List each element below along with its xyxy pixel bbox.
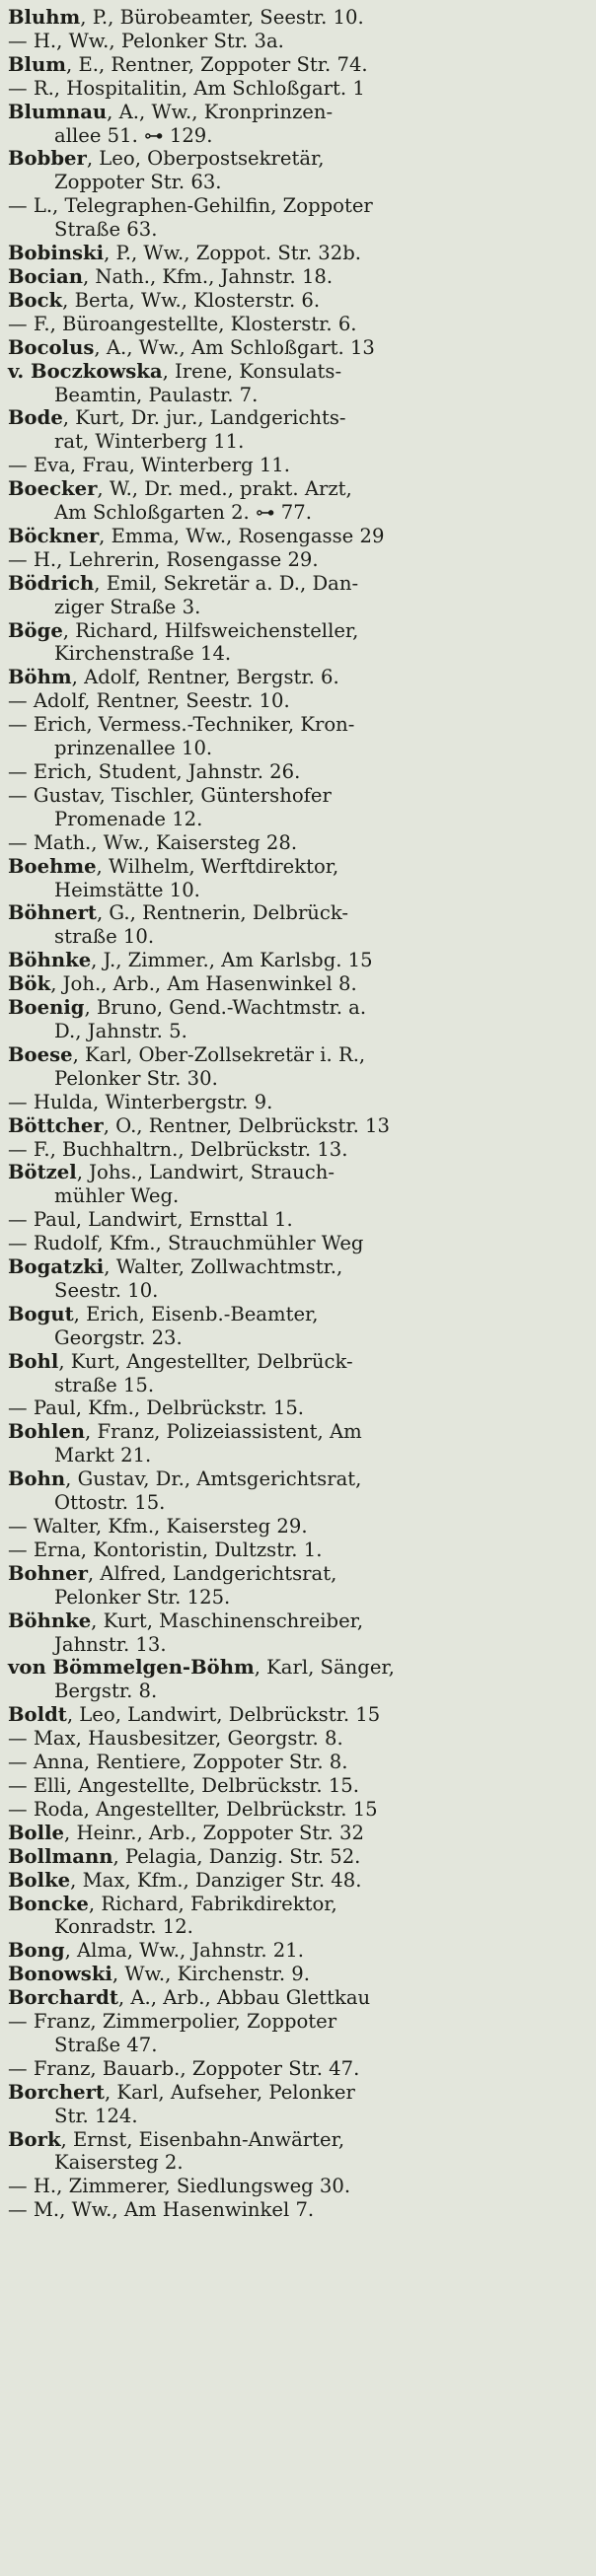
directory-entry (8, 1467, 590, 1515)
entry-details: , Ww., Kirchenstr. 9. (112, 1963, 310, 1986)
entry-details: , Ernst, Eisenbahn-Anwärter, (60, 2127, 345, 2151)
directory-entry (8, 313, 590, 336)
entry-surname: Böhnke (8, 949, 92, 972)
entry-surname: v. Boczkowska (8, 359, 163, 383)
entry-surname: Böckner (8, 524, 100, 547)
entry-details: , Berta, Ww., Klosterstr. 6. (62, 288, 321, 312)
entry-details: — M., Ww., Am Hasenwinkel 7. (8, 2198, 315, 2222)
directory-entry (8, 30, 590, 53)
entry-details: , Johs., Landwirt, Strauch- (76, 1161, 335, 1184)
entry-surname: Bohner (8, 1561, 88, 1585)
entry-details: , Kurt, Maschinenschreiber, (91, 1609, 364, 1632)
entry-details: — Franz, Zimmerpolier, Zoppoter (8, 2010, 337, 2034)
directory-entry (8, 147, 590, 194)
entry-surname: Bocolus (8, 335, 95, 359)
entry-surname: Bohl (8, 1349, 59, 1373)
entry-details: — Gustav, Tischler, Güntershofer (8, 783, 332, 807)
directory-entry (8, 2081, 590, 2128)
directory-entry (8, 1562, 590, 1610)
directory-entry (8, 336, 590, 360)
entry-details: , Karl, Sänger, (254, 1656, 395, 1680)
entry-surname: Bohlen (8, 1420, 86, 1444)
entry-surname: Bong (8, 1939, 65, 1963)
directory-entry (8, 101, 590, 148)
directory-entry (8, 77, 590, 101)
directory-entry (8, 1845, 590, 1869)
directory-entry (8, 360, 590, 407)
entry-surname: Boese (8, 1042, 73, 1066)
entry-surname: Bobber (8, 147, 87, 171)
entry-continuation-line: prinzenallee 10. (54, 737, 213, 760)
entry-details: , Erich, Eisenb.-Beamter, (73, 1302, 319, 1325)
entry-surname: von Bömmelgen-Böhm (8, 1656, 255, 1680)
entry-details: — Walter, Kfm., Kaisersteg 29. (8, 1515, 308, 1538)
entry-surname: Borchardt (8, 1986, 118, 2010)
entry-details: — R., Hospitalitin, Am Schloßgart. 1 (8, 76, 365, 100)
entry-surname: Böhnke (8, 1609, 92, 1632)
entry-continuation-line: Straße 47. (54, 2033, 158, 2056)
directory-entry (8, 784, 590, 831)
entry-continuation-line: allee 51. ⊶ 129. (54, 123, 213, 147)
entry-surname: Boldt (8, 1703, 67, 1727)
entry-details: , A., Ww., Kronprinzen- (107, 100, 334, 123)
directory-entry (8, 242, 590, 265)
directory-entry (8, 53, 590, 77)
directory-entry (8, 1420, 590, 1467)
entry-details: — Franz, Bauarb., Zoppoter Str. 47. (8, 2056, 360, 2080)
directory-entry (8, 1656, 590, 1703)
entry-surname: Bock (8, 288, 63, 312)
entry-surname: Boehme (8, 854, 97, 878)
directory-entry (8, 194, 590, 242)
entry-continuation-line: D., Jahnstr. 5. (54, 1019, 187, 1042)
directory-entry (8, 689, 590, 713)
directory-entry (8, 1161, 590, 1208)
entry-details: — Erich, Vermess.-Techniker, Kron- (8, 713, 355, 737)
entry-details: — H., Ww., Pelonker Str. 3a. (8, 29, 284, 52)
entry-continuation-line: Str. 124. (54, 2104, 138, 2127)
directory-entry (8, 6, 590, 30)
directory-entry (8, 1091, 590, 1114)
entry-surname: Bök (8, 972, 51, 996)
entry-continuation-line: Georgstr. 23. (54, 1325, 183, 1349)
entry-continuation-line: Markt 21. (54, 1444, 152, 1467)
entry-surname: Böhm (8, 666, 72, 689)
entry-details: , A., Arb., Abbau Glettkau (117, 1986, 371, 2010)
directory-entry (8, 1538, 590, 1562)
entry-details: , A., Ww., Am Schloßgart. 13 (94, 335, 375, 359)
entry-details: — L., Telegraphen-Gehilfin, Zoppoter (8, 194, 373, 218)
entry-details: , Alfred, Landgerichtsrat, (87, 1561, 337, 1585)
entry-surname: Bolke (8, 1868, 71, 1892)
directory-entry (8, 619, 590, 667)
entry-continuation-line: straße 10. (54, 925, 155, 949)
entry-details: — H., Lehrerin, Rosengasse 29. (8, 547, 319, 571)
directory-entry (8, 1703, 590, 1727)
entry-details: , Leo, Landwirt, Delbrückstr. 15 (66, 1703, 381, 1727)
directory-entry (8, 548, 590, 572)
entry-details: , G., Rentnerin, Delbrück- (96, 901, 349, 925)
entry-details: — Erich, Student, Jahnstr. 26. (8, 760, 301, 783)
directory-entry (8, 713, 590, 760)
directory-entry (8, 477, 590, 525)
entry-surname: Böge (8, 618, 63, 642)
entry-details: , Emma, Ww., Rosengasse 29 (99, 524, 385, 547)
entry-details: , J., Zimmer., Am Karlsbg. 15 (91, 949, 373, 972)
entry-continuation-line: mühler Weg. (54, 1184, 180, 1208)
directory-entry (8, 1963, 590, 1986)
entry-surname: Bogut (8, 1302, 74, 1325)
entry-surname: Böttcher (8, 1113, 104, 1137)
entry-details: , Richard, Hilfsweichensteller, (62, 618, 359, 642)
directory-entry (8, 572, 590, 619)
entry-continuation-line: straße 15. (54, 1373, 155, 1396)
entry-continuation-line: Ottostr. 15. (54, 1491, 166, 1515)
directory-entry (8, 1869, 590, 1893)
entry-details: , Max, Kfm., Danziger Str. 48. (70, 1868, 362, 1892)
entry-details: — Roda, Angestellter, Delbrückstr. 15 (8, 1797, 378, 1821)
entry-details: — Hulda, Winterbergstr. 9. (8, 1090, 273, 1113)
entry-details: , Adolf, Rentner, Bergstr. 6. (71, 666, 339, 689)
entry-details: , W., Dr. med., prakt. Arzt, (97, 477, 352, 501)
entry-details: , Irene, Konsulats- (162, 359, 342, 383)
entry-details: — Rudolf, Kfm., Strauchmühler Weg (8, 1232, 364, 1255)
directory-entry (8, 2010, 590, 2057)
directory-entry (8, 265, 590, 289)
directory-entry (8, 1255, 590, 1303)
entry-continuation-line: Bergstr. 8. (54, 1680, 158, 1703)
directory-entry (8, 2198, 590, 2222)
entry-continuation-line: Seestr. 10. (54, 1278, 159, 1302)
directory-entry (8, 1939, 590, 1963)
directory-entry (8, 2057, 590, 2081)
entry-details: , Karl, Ober-Zollsekretär i. R., (72, 1042, 366, 1066)
entry-details: , P., Ww., Zoppot. Str. 32b. (104, 242, 361, 265)
entry-details: — H., Zimmerer, Siedlungsweg 30. (8, 2175, 351, 2198)
entry-continuation-line: Promenade 12. (54, 807, 203, 830)
directory-entry (8, 901, 590, 949)
directory-entry (8, 1515, 590, 1538)
directory-entry (8, 454, 590, 477)
directory-entry (8, 1893, 590, 1940)
entry-details: , Emil, Sekretär a. D., Dan- (94, 571, 359, 595)
directory-entry (8, 1350, 590, 1397)
entry-surname: Bollmann (8, 1844, 113, 1868)
entry-details: — Paul, Landwirt, Ernsttal 1. (8, 1208, 293, 1232)
entry-continuation-line: Pelonker Str. 30. (54, 1066, 218, 1090)
entry-details: , Gustav, Dr., Amtsgerichtsrat, (65, 1467, 362, 1491)
entry-details: — Eva, Frau, Winterberg 11. (8, 454, 291, 477)
entry-continuation-line: Konradstr. 12. (54, 1915, 193, 1939)
entry-surname: Boenig (8, 996, 85, 1020)
entry-surname: Blum (8, 52, 66, 76)
entry-details: , Kurt, Dr. jur., Landgerichts- (62, 406, 346, 430)
entry-surname: Bötzel (8, 1161, 77, 1184)
entry-continuation-line: Heimstätte 10. (54, 878, 200, 901)
entry-surname: Bocian (8, 264, 83, 288)
entry-continuation-line: Beamtin, Paulastr. 7. (54, 383, 259, 406)
directory-entry (8, 2128, 590, 2176)
entry-details: — Erna, Kontoristin, Dultzstr. 1. (8, 1538, 323, 1561)
entry-surname: Bobinski (8, 242, 105, 265)
directory-entry (8, 525, 590, 548)
directory-entry (8, 1798, 590, 1822)
directory-entry (8, 1610, 590, 1657)
entry-continuation-line: Am Schloßgarten 2. ⊶ 77. (54, 501, 312, 525)
entry-continuation-line: Kaisersteg 2. (54, 2151, 184, 2175)
directory-entry (8, 1986, 590, 2010)
directory-entry (8, 1114, 590, 1138)
entry-details: , E., Rentner, Zoppoter Str. 74. (65, 52, 368, 76)
entry-continuation-line: rat, Winterberg 11. (54, 430, 245, 454)
directory-entry (8, 1727, 590, 1751)
entry-surname: Bode (8, 406, 63, 430)
entry-continuation-line: Zoppoter Str. 63. (54, 171, 222, 194)
directory-entry (8, 831, 590, 855)
entry-details: — Max, Hausbesitzer, Georgstr. 8. (8, 1727, 343, 1751)
directory-entry (8, 1138, 590, 1162)
entry-continuation-line: Pelonker Str. 125. (54, 1585, 231, 1609)
entry-details: , O., Rentner, Delbrückstr. 13 (103, 1113, 390, 1137)
entry-surname: Böhnert (8, 901, 97, 925)
entry-surname: Boecker (8, 477, 98, 501)
directory-entry (8, 996, 590, 1043)
entry-details: — Elli, Angestellte, Delbrückstr. 15. (8, 1773, 359, 1797)
entry-continuation-line: ziger Straße 3. (54, 595, 201, 618)
entry-details: , Franz, Polizeiassistent, Am (85, 1420, 362, 1444)
entry-details: , Leo, Oberpostsekretär, (86, 147, 325, 171)
entry-details: , P., Bürobeamter, Seestr. 10. (80, 6, 364, 29)
entry-details: — Paul, Kfm., Delbrückstr. 15. (8, 1396, 305, 1420)
entry-details: — Anna, Rentiere, Zoppoter Str. 8. (8, 1751, 348, 1774)
entry-details: , Heinr., Arb., Zoppoter Str. 32 (63, 1821, 364, 1844)
entry-details: , Joh., Arb., Am Hasenwinkel 8. (50, 972, 357, 996)
entry-continuation-line: Jahnstr. 13. (54, 1632, 167, 1656)
entry-details: , Nath., Kfm., Jahnstr. 18. (82, 264, 334, 288)
entry-surname: Boncke (8, 1892, 89, 1915)
entry-surname: Bluhm (8, 6, 81, 29)
directory-entry (8, 855, 590, 902)
directory-entry (8, 1208, 590, 1232)
entry-details: , Kurt, Angestellter, Delbrück- (58, 1349, 353, 1373)
directory-entry (8, 1822, 590, 1845)
directory-entry (8, 1396, 590, 1420)
directory-entry (8, 2175, 590, 2198)
directory-entry (8, 666, 590, 689)
entry-surname: Bolle (8, 1821, 64, 1844)
entry-surname: Bonowski (8, 1963, 112, 1986)
entry-details: , Bruno, Gend.-Wachtmstr. a. (84, 996, 367, 1020)
entry-details: — F., Büroangestellte, Klosterstr. 6. (8, 312, 357, 335)
entry-surname: Bödrich (8, 571, 95, 595)
directory-entry (8, 760, 590, 784)
directory-entry (8, 972, 590, 996)
directory-entry (8, 406, 590, 454)
entry-details: , Wilhelm, Werftdirektor, (96, 854, 339, 878)
directory-entry (8, 1303, 590, 1350)
entry-surname: Bohn (8, 1467, 66, 1491)
entry-details: — F., Buchhaltrn., Delbrückstr. 13. (8, 1137, 348, 1161)
entry-surname: Blumnau (8, 100, 108, 123)
directory-entry (8, 289, 590, 313)
entry-surname: Borchert (8, 2080, 105, 2104)
entry-surname: Bork (8, 2127, 61, 2151)
directory-entry (8, 1774, 590, 1798)
entry-details: , Walter, Zollwachtmstr., (104, 1255, 343, 1279)
directory-entry (8, 949, 590, 972)
directory-entry (8, 1043, 590, 1091)
entry-details: , Pelagia, Danzig. Str. 52. (112, 1844, 361, 1868)
entry-details: — Math., Ww., Kaisersteg 28. (8, 830, 298, 854)
entry-details: , Richard, Fabrikdirektor, (88, 1892, 337, 1915)
entry-surname: Bogatzki (8, 1255, 105, 1279)
entry-details: , Alma, Ww., Jahnstr. 21. (64, 1939, 304, 1963)
directory-entry (8, 1232, 590, 1255)
directory-entry (8, 1751, 590, 1774)
entry-continuation-line: Kirchenstraße 14. (54, 642, 232, 666)
entry-details: — Adolf, Rentner, Seestr. 10. (8, 689, 290, 713)
entry-continuation-line: Straße 63. (54, 218, 158, 242)
entry-details: , Karl, Aufseher, Pelonker (104, 2080, 355, 2104)
